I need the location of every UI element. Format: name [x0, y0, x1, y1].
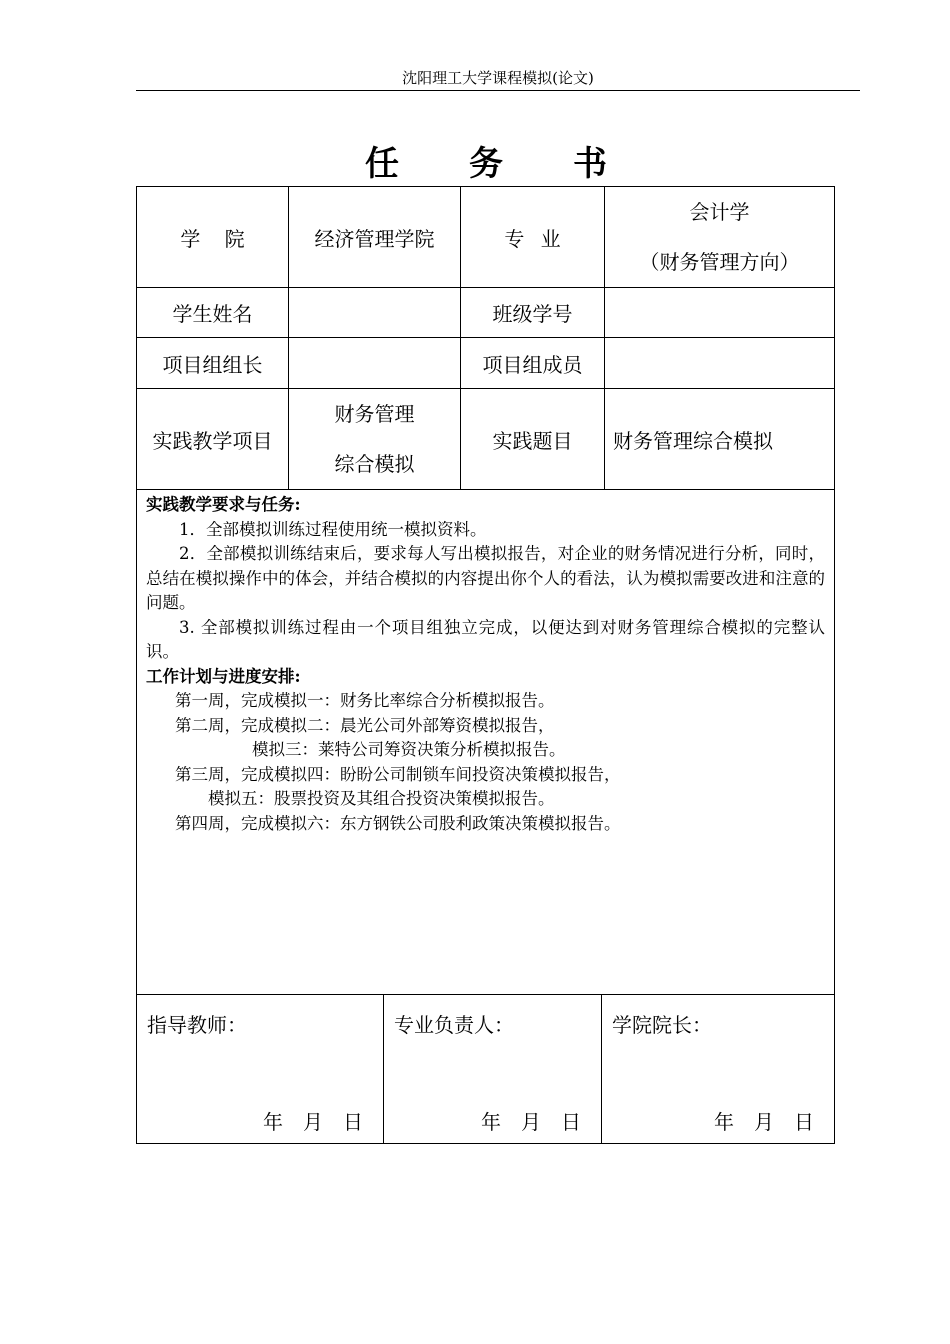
dean-label: 学院院长： — [612, 1013, 712, 1037]
advisor-signature-cell — [136, 994, 384, 1144]
requirements-section — [136, 489, 835, 995]
advisor-label: 指导教师： — [147, 1013, 247, 1037]
team-members-label: 项目组成员 — [460, 337, 605, 389]
practice-topic-label: 实践题目 — [460, 388, 605, 490]
dean-signature-cell — [601, 994, 835, 1144]
requirement-item: 3. 全部模拟训练过程由一个项目组独立完成，以便达到对财务管理综合模拟的完整认识。 — [146, 617, 825, 661]
class-id-label: 班级学号 — [460, 287, 605, 338]
document-title: 任务书 — [365, 144, 677, 184]
practice-topic-value: 财务管理综合模拟 — [604, 388, 835, 490]
plan-line: 第四周，完成模拟六：东方钢铁公司股利政策决策模拟报告。 — [175, 813, 621, 833]
requirement-item: 2．全部模拟训练结束后，要求每人写出模拟报告，对企业的财务情况进行分析，同时，总结在模拟操作中的体会，并结合模拟的内容提出你个人的看法，认为模拟需要改进和注意的问题。 — [146, 544, 825, 612]
practice-project-value: 财务管理 综合模拟 — [288, 388, 461, 490]
requirement-item: 1．全部模拟训练过程使用统一模拟资料。 — [179, 519, 487, 539]
dean-date: 年 月 日 — [714, 1110, 814, 1134]
major-value: 会计学 （财务管理方向） — [604, 186, 835, 288]
header-rule — [136, 90, 860, 91]
student-name-value — [288, 287, 461, 338]
class-id-value — [604, 287, 835, 338]
team-leader-label: 项目组组长 — [136, 337, 289, 389]
major-head-label: 专业负责人： — [394, 1013, 514, 1037]
team-members-value — [604, 337, 835, 389]
plan-heading: 工作计划与进度安排: — [146, 666, 301, 686]
major-head-date: 年 月 日 — [481, 1110, 581, 1134]
advisor-date: 年 月 日 — [263, 1110, 363, 1134]
college-label: 学 院 — [136, 186, 289, 288]
plan-line: 模拟三：莱特公司筹资决策分析模拟报告。 — [252, 740, 566, 759]
requirements-heading: 实践教学要求与任务: — [146, 495, 301, 514]
college-value: 经济管理学院 — [288, 186, 461, 288]
plan-line: 第一周，完成模拟一：财务比率综合分析模拟报告。 — [175, 691, 555, 710]
plan-line: 模拟五：股票投资及其组合投资决策模拟报告。 — [208, 789, 555, 808]
student-name-label: 学生姓名 — [136, 287, 289, 338]
plan-line: 第三周，完成模拟四：盼盼公司制锁车间投资决策模拟报告， — [175, 764, 621, 784]
plan-line: 第二周，完成模拟二：晨光公司外部筹资模拟报告， — [175, 715, 555, 735]
page-header: 沈阳理工大学课程模拟(论文) — [402, 69, 594, 87]
team-leader-value — [288, 337, 461, 389]
practice-project-label: 实践教学项目 — [136, 388, 289, 490]
major-head-signature-cell — [383, 994, 602, 1144]
major-label: 专 业 — [460, 186, 605, 288]
